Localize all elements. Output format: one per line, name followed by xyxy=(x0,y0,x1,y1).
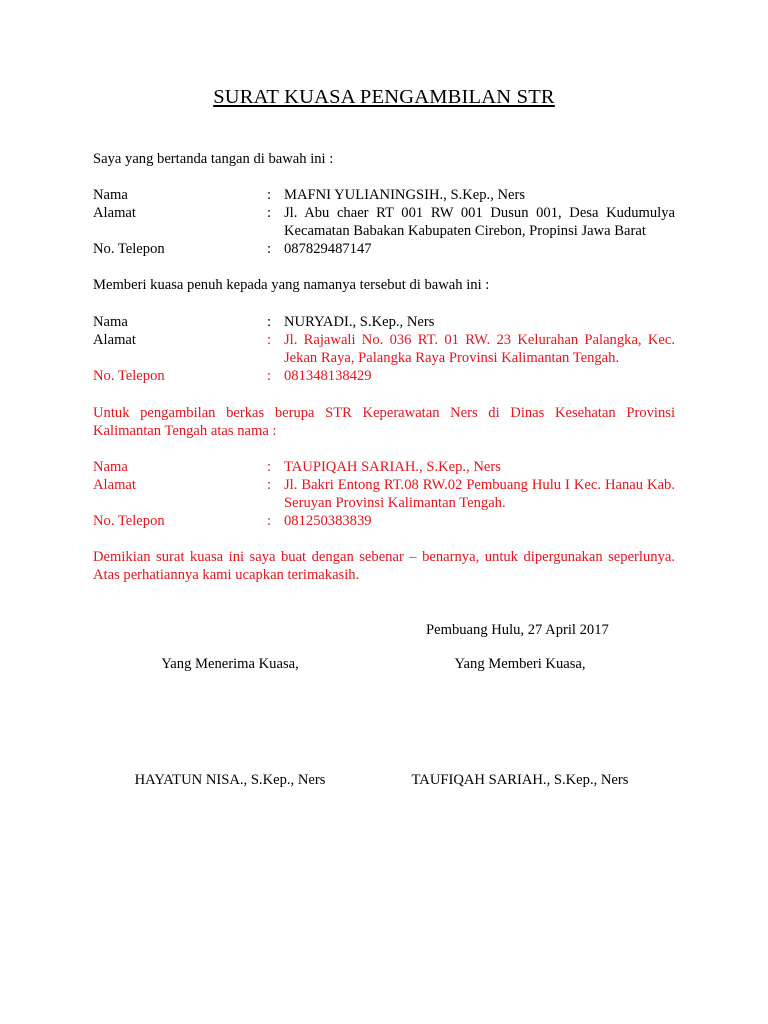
letter-title: SURAT KUASA PENGAMBILAN STR xyxy=(213,86,555,108)
colon: : xyxy=(267,314,272,330)
place-date: Pembuang Hulu, 27 April 2017 xyxy=(426,622,609,638)
purpose-text: Untuk pengambilan berkas berupa STR Keperawatan Ners di Dinas Kesehatan Provinsi Kalimantan Tengah atas nama : xyxy=(93,405,675,440)
subject-name-label: Nama xyxy=(93,459,128,475)
subject-address-label: Alamat xyxy=(93,477,136,493)
receiver-name: HAYATUN NISA., S.Kep., Ners xyxy=(134,772,326,788)
subject-address: Jl. Bakri Entong RT.08 RW.02 Pembuang Hulu I Kec. Hanau Kab. Seruyan Provinsi Kalimantan Tengah. xyxy=(284,477,675,512)
grantee-phone-label: No. Telepon xyxy=(93,368,165,384)
grantee-phone: 081348138429 xyxy=(284,368,372,384)
grantee-address: Jl. Rajawali No. 036 RT. 01 RW. 23 Kelurahan Palangka, Kec. Jekan Raya, Palangka Raya Provinsi Kalimantan Tengah. xyxy=(284,332,675,367)
grantee-name-label: Nama xyxy=(93,314,128,330)
colon: : xyxy=(267,477,272,493)
grantee-address-label: Alamat xyxy=(93,332,136,348)
grantor-phone: 087829487147 xyxy=(284,241,372,257)
grantor-phone-label: No. Telepon xyxy=(93,241,165,257)
intro-text: Saya yang bertanda tangan di bawah ini : xyxy=(93,151,334,167)
subject-phone: 081250383839 xyxy=(284,513,372,529)
grantor-name-label: Nama xyxy=(93,187,128,203)
giver-name: TAUFIQAH SARIAH., S.Kep., Ners xyxy=(411,772,629,788)
colon: : xyxy=(267,241,272,257)
giver-label: Yang Memberi Kuasa, xyxy=(454,656,586,672)
grantee-name: NURYADI., S.Kep., Ners xyxy=(284,314,435,330)
receiver-label: Yang Menerima Kuasa, xyxy=(161,656,299,672)
grant-statement: Memberi kuasa penuh kepada yang namanya tersebut di bawah ini : xyxy=(93,277,490,293)
colon: : xyxy=(267,187,272,203)
colon: : xyxy=(267,332,272,348)
subject-name: TAUPIQAH SARIAH., S.Kep., Ners xyxy=(284,459,501,475)
grantor-address-label: Alamat xyxy=(93,205,136,221)
grantor-address: Jl. Abu chaer RT 001 RW 001 Dusun 001, Desa Kudumulya Kecamatan Babakan Kabupaten Cirebon, Propinsi Jawa Barat xyxy=(284,205,675,240)
closing-text: Demikian surat kuasa ini saya buat dengan sebenar – benarnya, untuk dipergunakan seperlunya. Atas perhatiannya kami ucapkan terimakasih. xyxy=(93,549,675,584)
subject-phone-label: No. Telepon xyxy=(93,513,165,529)
colon: : xyxy=(267,205,272,221)
grantor-name: MAFNI YULIANINGSIH., S.Kep., Ners xyxy=(284,187,526,203)
colon: : xyxy=(267,513,272,529)
colon: : xyxy=(267,459,272,475)
colon: : xyxy=(267,368,272,384)
